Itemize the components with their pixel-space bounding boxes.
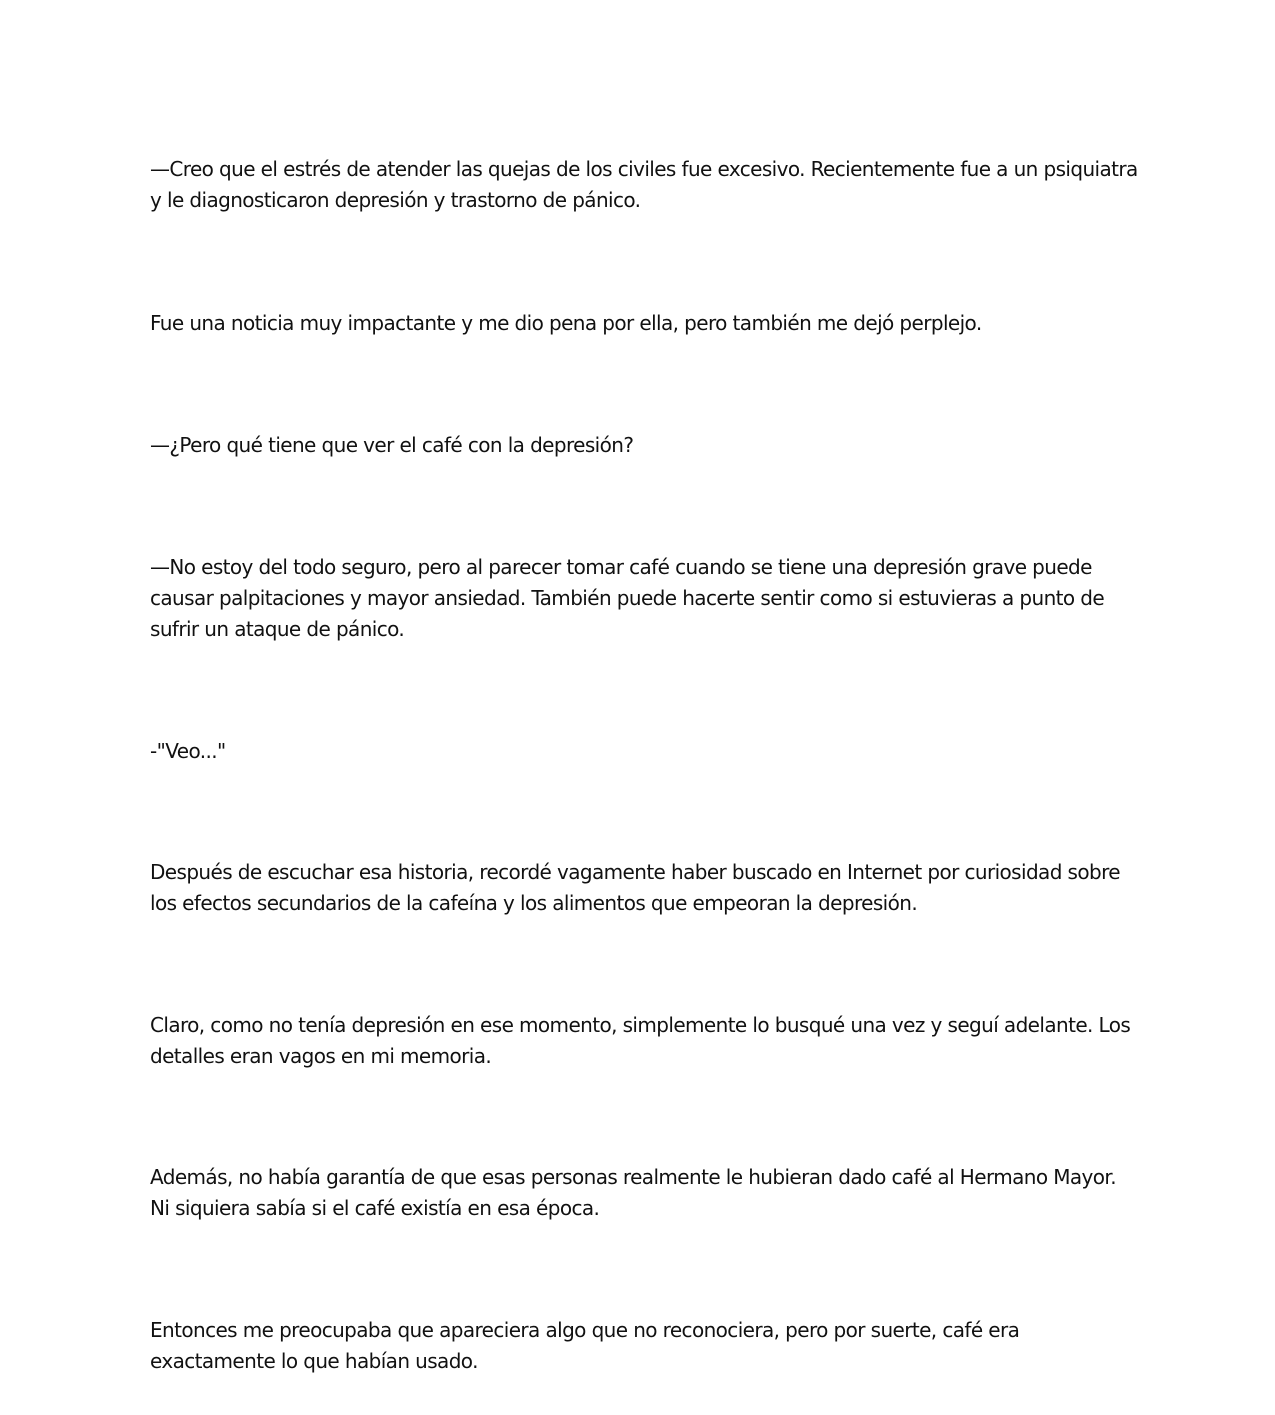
paragraph-coffee-used: Entonces me preocupaba que apareciera algo que no reconociera, pero por suerte, café era exactamente lo que habían usado. bbox=[150, 1318, 1020, 1373]
paragraph-no-guarantee: Además, no había garantía de que esas personas realmente le hubieran dado café al Hermano Mayor. Ni siquiera sabía si el café existía en esa época. bbox=[150, 1165, 1116, 1220]
paragraph-internet-search: Después de escuchar esa historia, recordé vagamente haber buscado en Internet por curiosidad sobre los efectos secundarios de la cafeína y los alimentos que empeoran la depresión. bbox=[150, 860, 1120, 915]
paragraph-dialogue-stress: —Creo que el estrés de atender las quejas de los civiles fue excesivo. Recientemente fue a un psiquiatra y le diagnosticaron depresión y trastorno de pánico. bbox=[150, 157, 1138, 212]
paragraph-dialogue-coffee-effects: —No estoy del todo seguro, pero al parecer tomar café cuando se tiene una depresión grave puede causar palpitaciones y mayor ansiedad. También puede hacerte sentir como si estuvieras a punto de sufrir un ataque de pánico. bbox=[150, 555, 1105, 641]
paragraph-dialogue-veo: -"Veo..." bbox=[150, 739, 226, 763]
paragraph-dialogue-coffee-question: —¿Pero qué tiene que ver el café con la depresión? bbox=[150, 433, 634, 457]
paragraph-shocking-news: Fue una noticia muy impactante y me dio pena por ella, pero también me dejó perplejo. bbox=[150, 311, 982, 335]
paragraph-vague-memory: Claro, como no tenía depresión en ese momento, simplemente lo busqué una vez y seguí adelante. Los detalles eran vagos en mi memoria. bbox=[150, 1013, 1131, 1068]
